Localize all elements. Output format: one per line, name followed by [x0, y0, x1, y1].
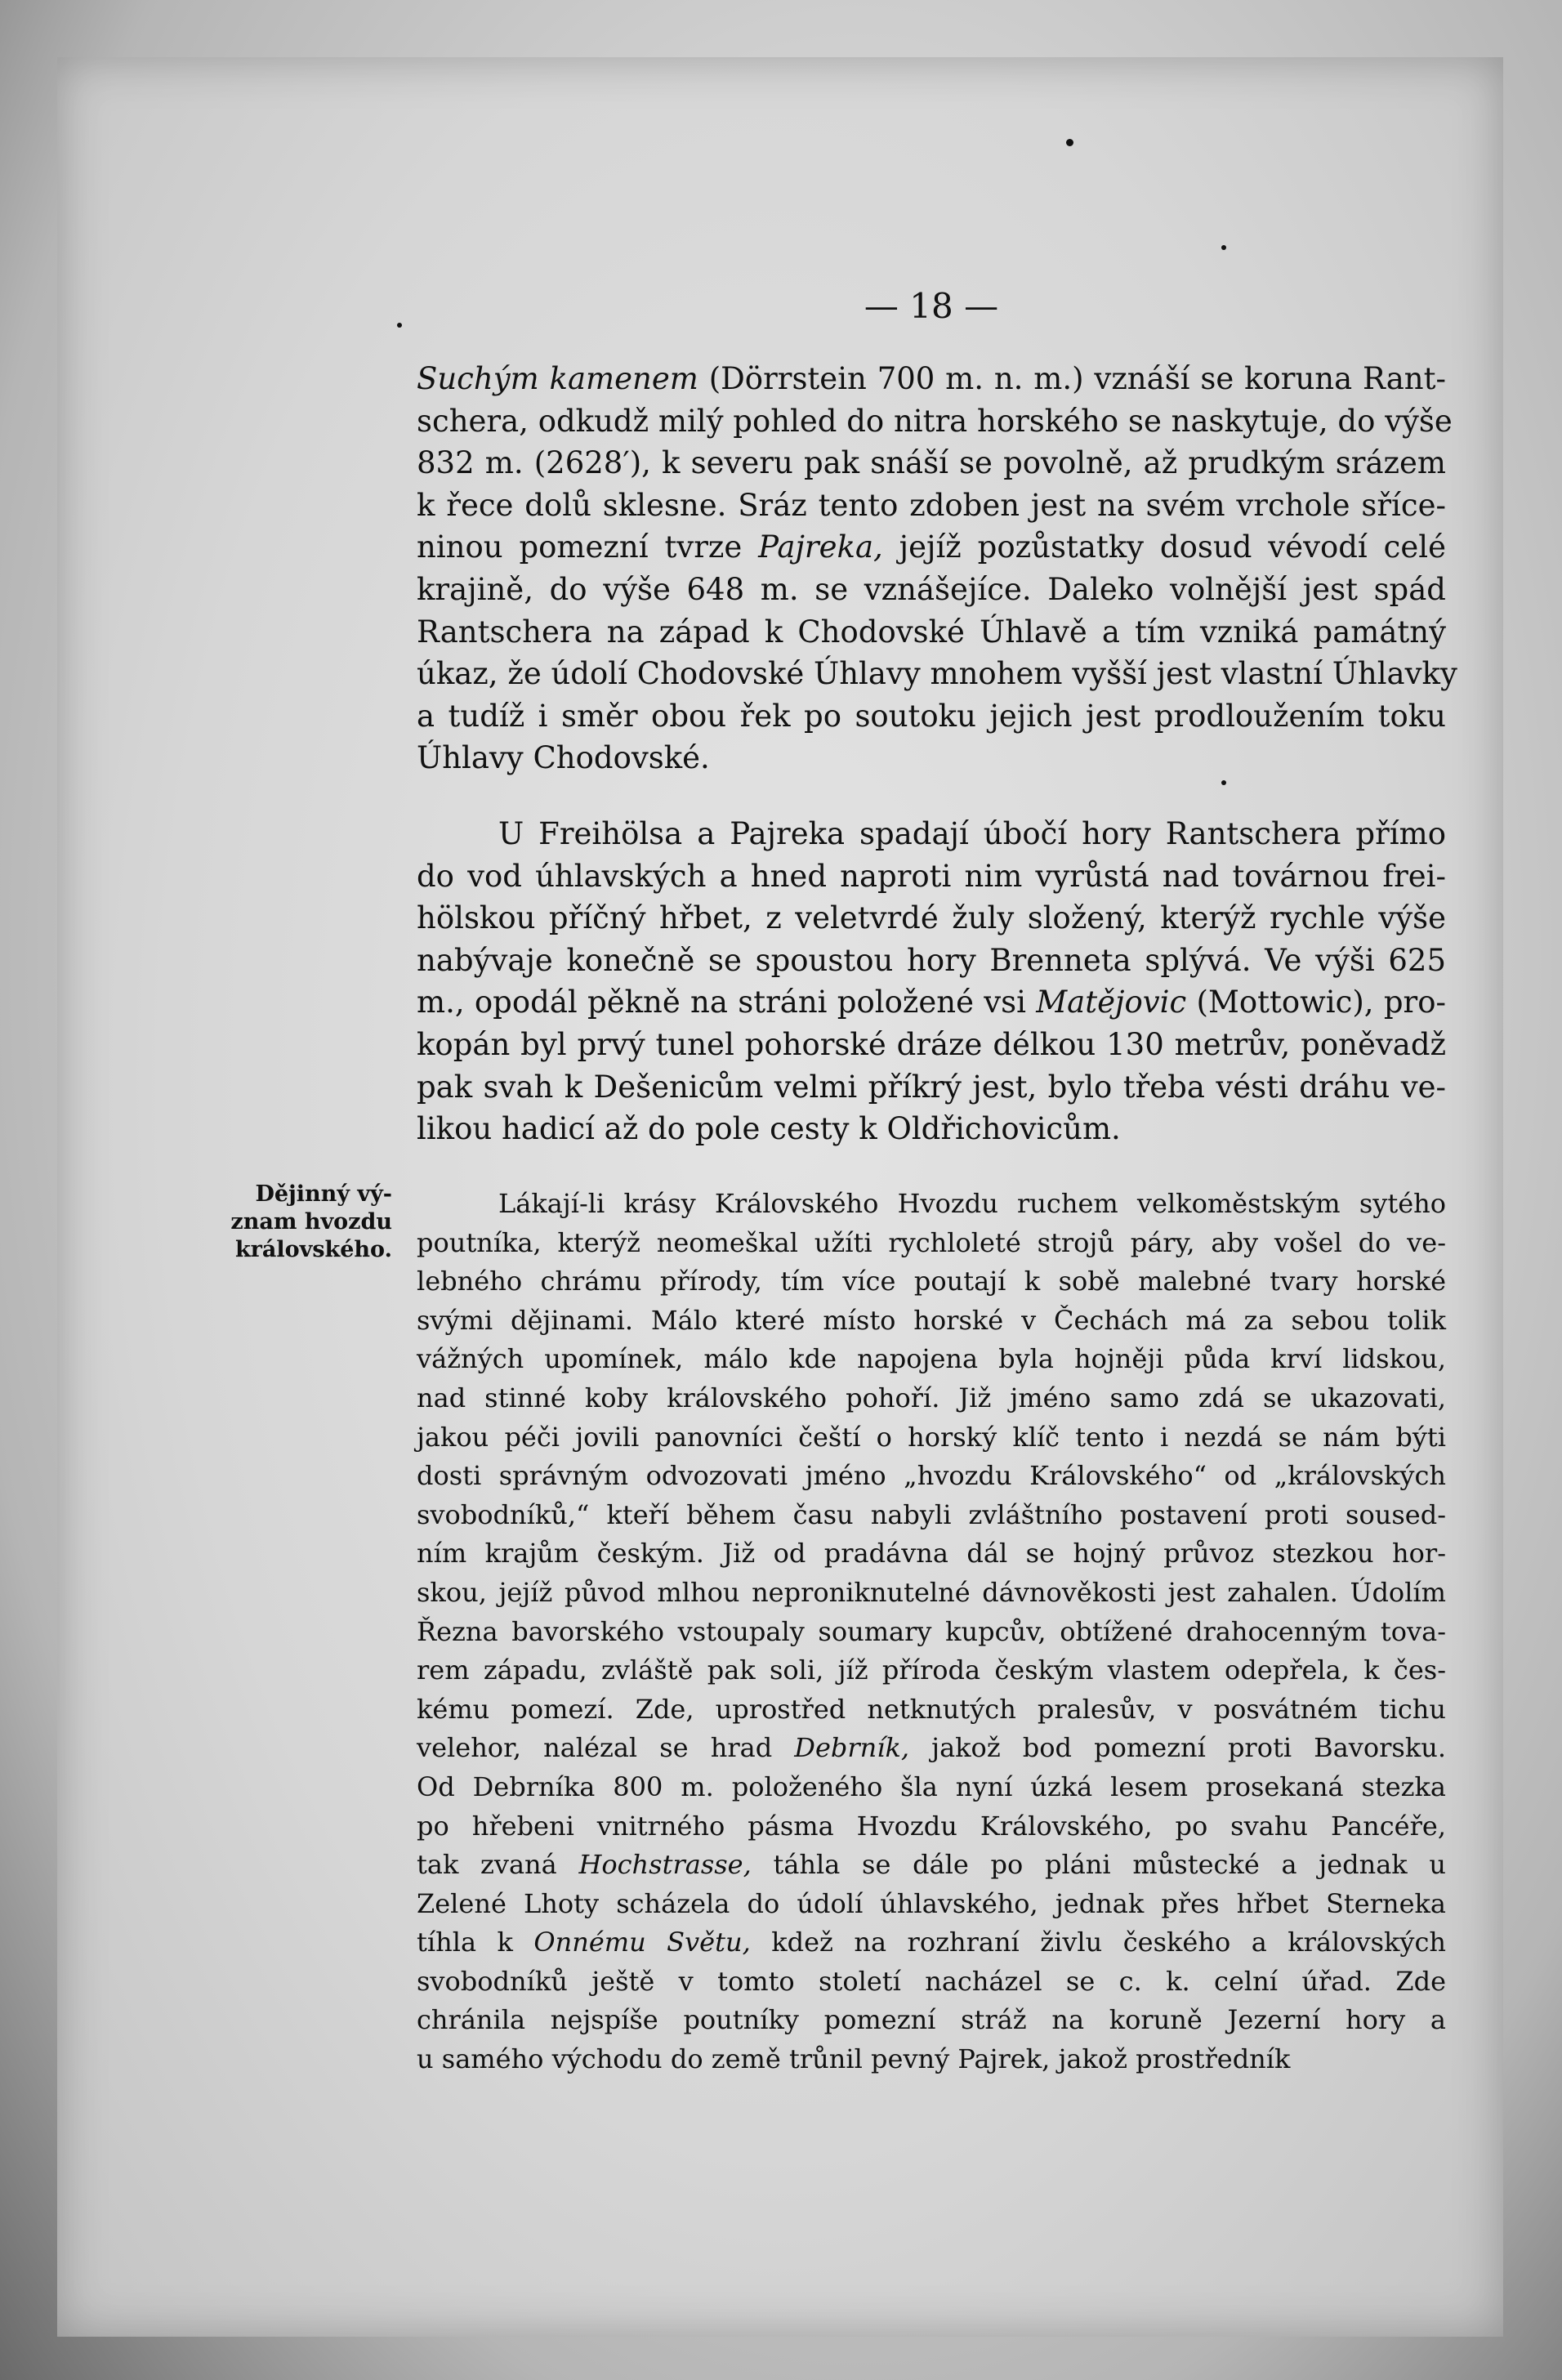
paragraph-2 [417, 813, 1446, 1150]
text-line: ním krajům českým. Již od pradávna dál se hojný průvoz stezkou hor- [417, 1538, 1446, 1570]
italic-phrase: Pajreka, [758, 529, 883, 565]
text-line: pak svah k Dešenicům velmi příkrý jest, bylo třeba vésti dráhu ve- [417, 1069, 1446, 1105]
text-line: po hřebeni vnitrného pásma Hvozdu Královského, po svahu Pancéře, [417, 1810, 1446, 1842]
text-line: velehor, nalézal se hrad Debrník, jakož bod pomezní proti Bavorsku. [417, 1732, 1447, 1764]
text-line: dosti správným odvozovati jméno „hvozdu Královského“ od „královských [417, 1460, 1446, 1492]
text-line: poutníka, kterýž neomeškal užíti rychloleté strojů páry, aby vošel do ve- [417, 1226, 1446, 1258]
text-line: nabývaje konečně se spoustou hory Brenneta splývá. Ve výši 625 [417, 942, 1446, 978]
text-line: tíhla k Onnému Světu, kdež na rozhraní živlu českého a královských [417, 1927, 1447, 1958]
ink-speck [1221, 245, 1226, 250]
text-line: svobodníků,“ kteří během času nabyli zvláštního postavení proti soused- [417, 1498, 1446, 1530]
text-line: U Freihölsa a Pajreka spadají úbočí hory Rantschera přímo [498, 816, 1446, 851]
text-line: kému pomezí. Zde, uprostřed netknutých pralesův, v posvátném tichu [417, 1693, 1446, 1725]
ink-speck [1221, 780, 1226, 785]
text-line: 832 m. (2628′), k severu pak snáší se povolně, až prudkým srázem [417, 445, 1446, 481]
italic-phrase: Onnému Světu, [533, 1927, 751, 1958]
text-line: svobodníků ještě v tomto století nacházel se c. k. celní úřad. Zde [417, 1965, 1446, 1997]
text-line: Úhlavy Chodovské. [417, 740, 710, 776]
italic-phrase: Debrník, [794, 1732, 910, 1764]
text-line: Zelené Lhoty scházela do údolí úhlavského, jednak přes hřbet Sterneka [417, 1887, 1446, 1919]
text-line: svými dějinami. Málo které místo horské v Čechách má za sebou tolik [417, 1304, 1446, 1336]
margin-note-line: znam hvozdu [230, 1209, 392, 1235]
text-line: Lákají-li krásy Královského Hvozdu ruchem velkoměstským sytého [498, 1188, 1446, 1219]
paragraph-1 [417, 358, 1457, 779]
ink-speck [397, 323, 402, 328]
text-line: nad stinné koby královského pohoří. Již jméno samo zdá se ukazovati, [417, 1382, 1446, 1413]
italic-phrase: Suchým kamenem [417, 361, 698, 396]
text-line: tak zvaná Hochstrasse, táhla se dále po pláni můstecké a jednak u [417, 1849, 1447, 1881]
text-line: likou hadicí až do pole cesty k Oldřichovicům. [417, 1111, 1121, 1147]
text-line: k řece dolů sklesne. Sráz tento zdoben jest na svém vrchole sříce- [417, 487, 1446, 523]
text-line: m., opodál pěkně na stráni položené vsi Matějovic (Mottowic), pro- [417, 985, 1446, 1020]
text-line: schera, odkudž milý pohled do nitra horského se naskytuje, do výše [417, 403, 1453, 439]
text-line: a tudíž i směr obou řek po soutoku jejich jest prodloužením toku [417, 698, 1446, 734]
text-line: hölskou příčný hřbet, z veletvrdé žuly složený, kterýž rychle výše [417, 900, 1446, 936]
text-line: Rantschera na západ k Chodovské Úhlavě a tím vzniká památný [417, 614, 1446, 650]
italic-phrase: Hochstrasse, [578, 1849, 752, 1881]
text-line: skou, jejíž původ mlhou neproniknutelné dávnověkosti jest zahalen. Údolím [417, 1576, 1446, 1608]
ink-speck [1066, 139, 1073, 146]
text-line: kopán byl prvý tunel pohorské dráze délkou 130 metrův, poněvadž [417, 1026, 1446, 1062]
text-line: u samého východu do země trůnil pevný Pajrek, jakož prostředník [417, 2043, 1291, 2075]
text-line: vážných upomínek, málo kde napojena byla hojněji půda krví lidskou, [417, 1343, 1446, 1375]
margin-note [216, 1181, 392, 1264]
text-line: úkaz, že údolí Chodovské Úhlavy mnohem vyšší jest vlastní Úhlavky [417, 656, 1457, 692]
text-line: rem západu, zvláště pak soli, jíž příroda českým vlastem odepřela, k čes- [417, 1654, 1446, 1686]
text-line: Od Debrníka 800 m. položeného šla nyní úzká lesem prosekaná stezka [417, 1770, 1446, 1802]
text-line: lebného chrámu přírody, tím více poutají k sobě malebné tvary horské [417, 1266, 1446, 1297]
italic-phrase: Matějovic [1036, 985, 1187, 1020]
text-line: ninou pomezní tvrze Pajreka, jejíž pozůstatky dosud vévodí celé [417, 529, 1446, 565]
text-line: chránila nejspíše poutníky pomezní stráž na koruně Jezerní hory a [417, 2004, 1446, 2036]
text-line: jakou péči jovili panovníci čeští o horský klíč tento i nezdá se nám býti [417, 1421, 1446, 1453]
margin-note-line: královského. [234, 1237, 392, 1262]
text-line: do vod úhlavských a hned naproti nim vyrůstá nad továrnou frei- [417, 858, 1446, 894]
text-line: krajině, do výše 648 m. se vznášejíce. Daleko volnější jest spád [417, 571, 1446, 607]
text-line: Řezna bavorského vstoupaly soumary kupcův, obtížené drahocenným tova- [417, 1615, 1446, 1647]
margin-note-line: Dějinný vý- [255, 1181, 392, 1207]
section-historical-significance [417, 1185, 1446, 2079]
text-line: Suchým kamenem (Dörrstein 700 m. n. m.) vznáší se koruna Rant- [417, 361, 1447, 396]
page-number: — 18 — [864, 286, 999, 326]
